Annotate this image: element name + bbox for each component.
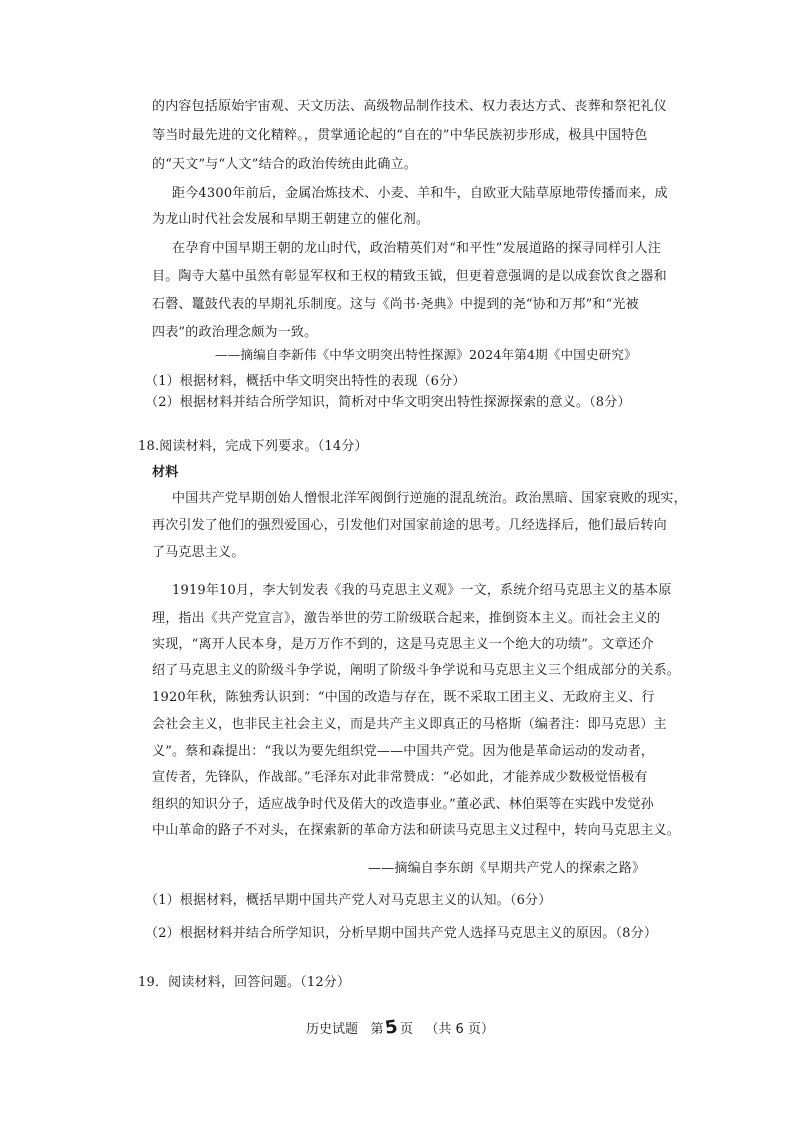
material-line: 宣传者，先锋队，作战部。”毛泽东对此非常赞成：“必如此，才能养成少数极觉悟极有 [152,770,648,785]
material-line: 实现，“离开人民本身，是万万作不到的，这是马克思主义一个绝大的功绩”。文章还介 [152,637,655,652]
material-line: 组织的知识分子，适应战争时代及偌大的改造事业。”董必武、林伯渠等在实践中发觉孙 [152,797,654,812]
page-footer [0,1017,800,1038]
material-line: 理，指出《共产党宣言》，激告举世的劳工阶级联合起来，推倒资本主义。而社会主义的 [152,611,661,626]
material-line: 距今4300年前后，金属冶炼技术、小麦、羊和牛，自欧亚大陆草原地带传播而来，成 [172,186,668,201]
material-line: 义”。蔡和森提出：“我以为要先组织党——中国共产党。因为他是革命运动的发动者， [152,744,655,759]
footer-page-prefix: 第 [370,1022,384,1037]
material-line: 会社会主义，也非民主社会主义，而是共产主义即真正的马格斯（编者注：即马克思）主 [152,717,667,732]
material-line: 在孕育中国早期王朝的龙山时代，政治精英们对“和平性”发展道路的探寻同样引人注 [172,241,661,256]
material-line: 为龙山时代社会发展和早期王朝建立的催化剂。 [152,212,430,227]
question-18-heading: 18.阅读材料，完成下列要求。（14分） [138,439,368,454]
question-19-heading: 19．阅读材料，回答问题。（12分） [138,975,351,990]
question-17-1: （1）根据材料，概括中华文明突出特性的表现（6分） [145,374,466,389]
source-citation: ——摘编自李新伟《中华文明突出特性探源》2024年第4期《中国史研究》 [215,347,637,362]
question-18-1: （1）根据材料，概括早期中国共产党人对马克思主义的认知。（6分） [145,893,552,908]
footer-page-suffix: 页 [400,1022,414,1037]
material-label: 材料 [152,465,179,480]
material-line: 1920年秋，陈独秀认识到：“中国的改造与存在，既不采取工团主义、无政府主义、行 [152,690,655,705]
footer-subject: 历史试题 [306,1022,359,1037]
material-line: 中国共产党早期创始人憎恨北洋军阀倒行逆施的混乱统治。政治黑暗、国家衰败的现实， [172,491,687,506]
question-17-2: （2）根据材料并结合所学知识，简析对中华文明突出特性探源探索的意义。（8分） [145,395,631,410]
question-18-2: （2）根据材料并结合所学知识，分析早期中国共产党人选择马克思主义的原因。（8分） [145,926,658,941]
material-line: 的“天文”与“人文”结合的政治传统由此确立。 [152,157,417,172]
material-line: 中山革命的路子不对头，在探索新的革命方法和研读马克思主义过程中，转向马克思主义。 [152,823,681,838]
material-line: 绍了马克思主义的阶级斗争学说，阐明了阶级斗争学说和马克思主义三个组成部分的关系。 [152,663,681,678]
material-line: 四表”的政治理念颇为一致。 [152,325,318,340]
footer-total-pages: （共 6 页） [425,1022,494,1037]
footer-page-number: 5 [384,1016,400,1039]
material-line: 等当时最先进的文化精粹。，贯掌通论起的“自在的”中华民族初步形成，极具中国特色 [152,128,648,143]
source-citation: ——摘编自李东朗《早期共产党人的探索之路》 [368,861,646,876]
material-line: 石磬、鼍鼓代表的早期礼乐制度。这与《尚书·尧典》中提到的尧“协和万邦”和“光被 [152,297,639,312]
material-line: 目。陶寺大墓中虽然有彰显军权和王权的精致玉钺，但更着意强调的是以成套饮食之器和 [152,269,667,284]
material-line: 再次引发了他们的强烈爱国心，引发他们对国家前途的思考。几经选择后，他们最后转向 [152,518,667,533]
material-line: 1919年10月，李大钊发表《我的马克思主义观》一文，系统介绍马克思主义的基本原 [172,583,672,598]
material-line: 了马克思主义。 [152,545,245,560]
material-line: 的内容包括原始宇宙观、天文历法、高级物品制作技术、权力表达方式、丧葬和祭祀礼仪 [152,99,667,114]
